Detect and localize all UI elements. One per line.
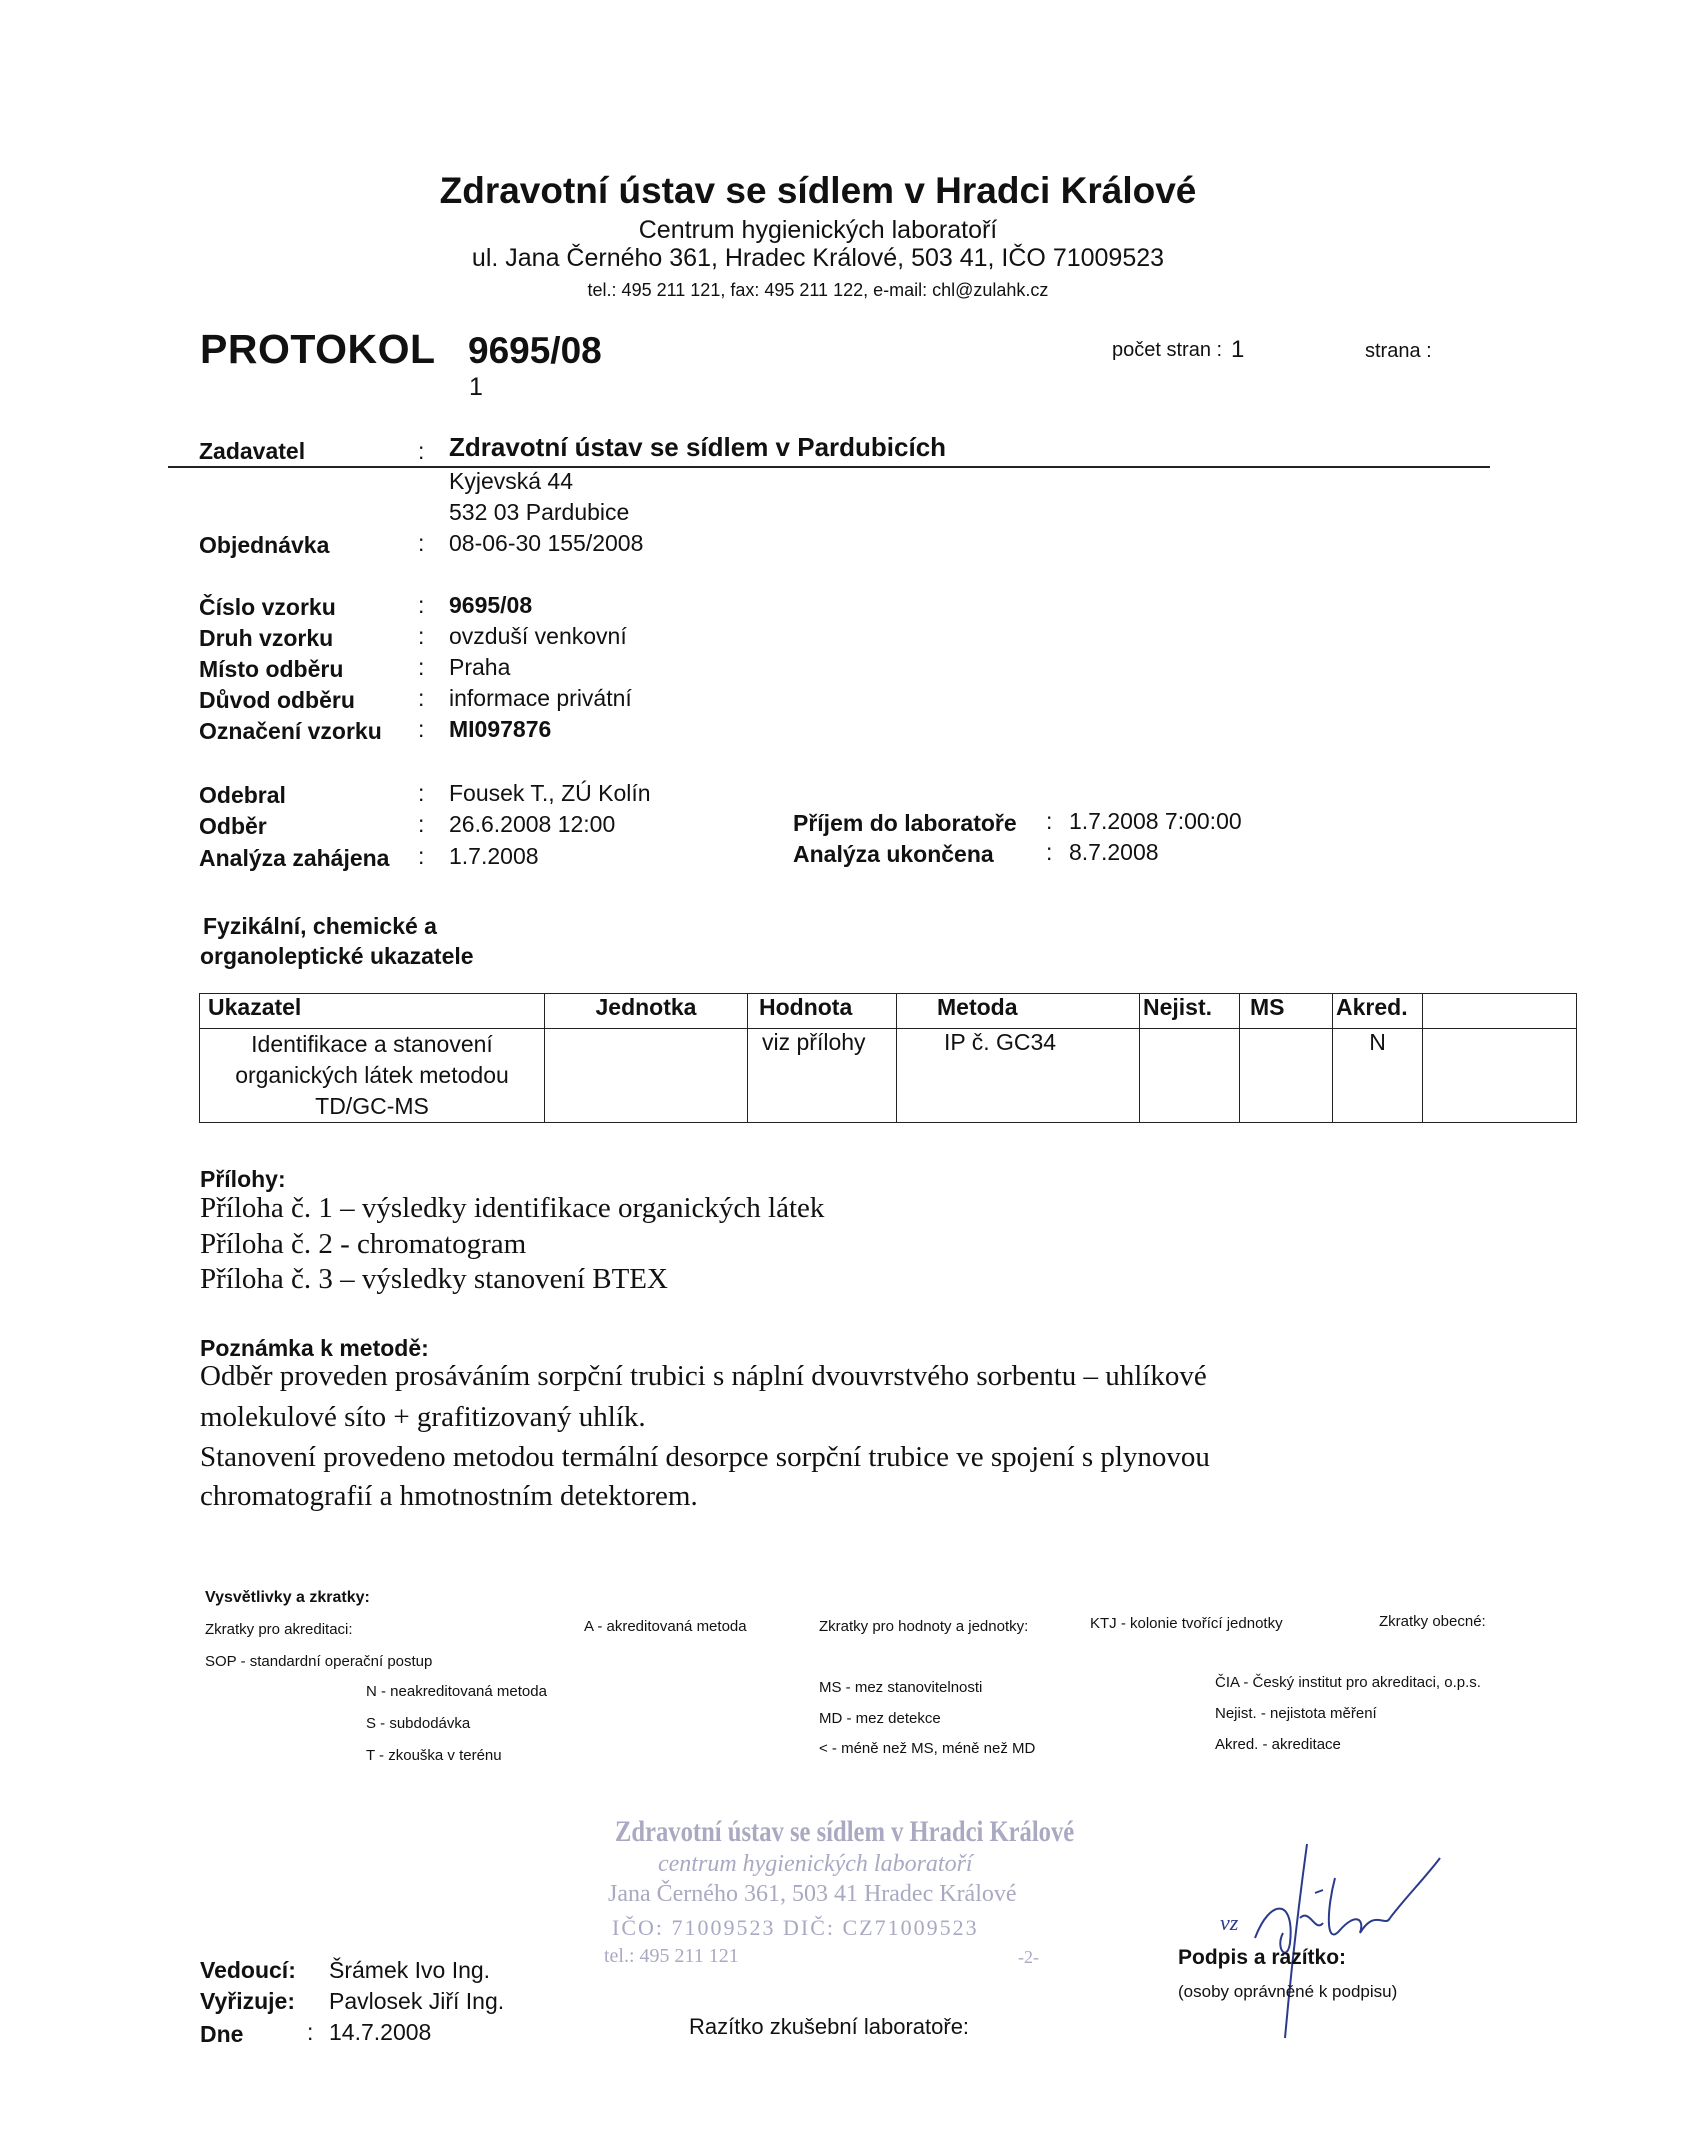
signature-prefix: vz	[1220, 1910, 1239, 1935]
cell-metoda: IP č. GC34	[897, 1029, 1140, 1123]
objednavka-label: Objednávka	[199, 532, 330, 558]
analyza-zahajena-label: Analýza zahájena	[199, 845, 390, 871]
dne-value: 14.7.2008	[329, 2019, 432, 2045]
protocol-number: 9695/08	[468, 330, 602, 371]
stamp-line3: Jana Černého 361, 503 41 Hradec Králové	[608, 1881, 1017, 1907]
address-line1: Kyjevská 44	[449, 468, 574, 494]
zadavatel-value: Zdravotní ústav se sídlem v Pardubicích	[449, 432, 947, 462]
analyza-ukoncena-colon: :	[1046, 839, 1053, 865]
legend-title: Vysvětlivky a zkratky:	[205, 1589, 370, 1606]
duvod-odberu-colon: :	[418, 685, 425, 711]
header-nejist: Nejist.	[1140, 994, 1240, 1029]
dne-colon: :	[307, 2019, 314, 2045]
section-title-line1: Fyzikální, chemické a	[203, 913, 437, 939]
vyrizuje-label: Vyřizuje:	[200, 1988, 296, 2014]
organization-name: Zdravotní ústav se sídlem v Hradci Králové	[439, 170, 1197, 211]
odber-colon: :	[418, 811, 425, 837]
organization-department: Centrum hygienických laboratoří	[638, 216, 998, 244]
legend-lt: < - méně než MS, méně než MD	[819, 1740, 1036, 1757]
poznamka-line: Odběr proveden prosáváním sorpční trubici s náplní dvouvrstvého sorbentu – uhlíkové	[200, 1360, 1207, 1392]
vedouci-value: Šrámek Ivo Ing.	[329, 1957, 491, 1983]
misto-odberu-colon: :	[418, 654, 425, 680]
stamp-line6: -2-	[1018, 1947, 1039, 1967]
odebral-colon: :	[418, 780, 425, 806]
page-label: strana :	[1365, 340, 1432, 362]
analyza-zahajena-colon: :	[418, 843, 425, 869]
signature	[1215, 1838, 1445, 2048]
header-hodnota: Hodnota	[748, 994, 897, 1029]
poznamka-line: chromatografií a hmotnostním detektorem.	[200, 1480, 698, 1512]
cell-ukazatel-line1: Identifikace a stanovení	[251, 1031, 493, 1057]
podpis-label: Podpis a razítko:	[1178, 1946, 1347, 1969]
cell-akred: N	[1333, 1029, 1423, 1123]
legend-hodnoty-title: Zkratky pro hodnoty a jednotky:	[819, 1618, 1029, 1635]
poznamka-line: Stanovení provedeno metodou termální desorpce sorpční trubice ve spojení s plynovou	[200, 1441, 1210, 1473]
address-line2: 532 03 Pardubice	[449, 499, 630, 525]
dne-label: Dne	[200, 2021, 244, 2047]
priloha-item: Příloha č. 2 - chromatogram	[200, 1228, 527, 1260]
header-akred: Akred.	[1333, 994, 1423, 1029]
zadavatel-colon: :	[418, 438, 425, 464]
laboratory-stamp	[598, 1815, 1075, 1980]
legend-akred: Akred. - akreditace	[1215, 1736, 1341, 1753]
druh-vzorku-label: Druh vzorku	[199, 625, 334, 651]
analyza-ukoncena-value: 8.7.2008	[1069, 839, 1159, 865]
priloha-item: Příloha č. 1 – výsledky identifikace organických látek	[200, 1192, 825, 1224]
poznamka-title: Poznámka k metodě:	[200, 1335, 429, 1361]
odebral-value: Fousek T., ZÚ Kolín	[449, 780, 651, 806]
organization-address: ul. Jana Černého 361, Hradec Králové, 503 41, IČO 71009523	[471, 244, 1165, 272]
cell-hodnota: viz přílohy	[748, 1029, 897, 1123]
cell-ukazatel-line2: organických látek metodou	[235, 1062, 509, 1088]
razitko-label: Razítko zkušební laboratoře:	[689, 2014, 970, 2039]
results-table-header	[200, 994, 1577, 1029]
zadavatel-rule	[168, 466, 1490, 468]
druh-vzorku-value: ovzduší venkovní	[449, 623, 627, 649]
stamp-line5: tel.: 495 211 121	[604, 1945, 739, 1967]
section-title-line2: organoleptické ukazatele	[200, 943, 474, 969]
table-row	[200, 1029, 1577, 1123]
stamp-line1: Zdravotní ústav se sídlem v Hradci Králové	[615, 1815, 1075, 1848]
duvod-odberu-value: informace privátní	[449, 685, 632, 711]
prijem-label: Příjem do laboratoře	[793, 810, 1017, 836]
organization-contact: tel.: 495 211 121, fax: 495 211 122, e-mail: chl@zulahk.cz	[587, 280, 1049, 300]
legend-n: N - neakreditovaná metoda	[366, 1683, 547, 1700]
stamp-line2: centrum hygienických laboratoří	[658, 1851, 973, 1877]
osoby-label: (osoby oprávněné k podpisu)	[1178, 1982, 1398, 2001]
legend-obecne-title: Zkratky obecné:	[1379, 1613, 1486, 1630]
poznamka-line: molekulové síto + grafitizovaný uhlík.	[200, 1401, 646, 1433]
objednavka-colon: :	[418, 530, 425, 556]
odber-value: 26.6.2008 12:00	[449, 811, 616, 837]
header-ms: MS	[1240, 994, 1333, 1029]
pages-count-value: 1	[1231, 336, 1245, 363]
cell-jednotka	[545, 1029, 748, 1123]
cislo-vzorku-colon: :	[418, 592, 425, 618]
pages-count-label: počet stran :	[1112, 339, 1223, 361]
cell-ms	[1240, 1029, 1333, 1123]
legend-md: MD - mez detekce	[819, 1710, 941, 1727]
oznaceni-vzorku-value: MI097876	[449, 716, 552, 742]
objednavka-value: 08-06-30 155/2008	[449, 530, 644, 556]
misto-odberu-value: Praha	[449, 654, 511, 680]
oznaceni-vzorku-colon: :	[418, 716, 425, 742]
prilohy-title: Přílohy:	[200, 1166, 286, 1192]
cislo-vzorku-value: 9695/08	[449, 592, 533, 618]
cell-ukazatel-line3: TD/GC-MS	[315, 1093, 429, 1119]
prijem-colon: :	[1046, 808, 1053, 834]
prijem-value: 1.7.2008 7:00:00	[1069, 808, 1242, 834]
zadavatel-label: Zadavatel	[199, 438, 306, 464]
legend-s: S - subdodávka	[366, 1715, 471, 1732]
vedouci-label: Vedoucí:	[200, 1957, 296, 1983]
results-table	[199, 993, 1577, 1123]
protocol-label: PROTOKOL	[200, 326, 436, 372]
cell-nejist	[1140, 1029, 1240, 1123]
legend-akred-title: Zkratky pro akreditaci:	[205, 1621, 353, 1638]
protocol-page-number: 1	[469, 373, 483, 401]
header-metoda: Metoda	[897, 994, 1140, 1029]
cell-ukazatel	[200, 1029, 545, 1123]
stamp-line4: IČO: 71009523 DIČ: CZ71009523	[612, 1915, 979, 1940]
oznaceni-vzorku-label: Označení vzorku	[199, 718, 382, 744]
legend-nejist: Nejist. - nejistota měření	[1215, 1705, 1377, 1722]
odber-label: Odběr	[199, 813, 267, 839]
header-extra	[1423, 994, 1577, 1029]
druh-vzorku-colon: :	[418, 623, 425, 649]
legend-cia: ČIA - Český institut pro akreditaci, o.p.s.	[1215, 1674, 1481, 1691]
odebral-label: Odebral	[199, 782, 286, 808]
vyrizuje-value: Pavlosek Jiří Ing.	[329, 1988, 505, 2014]
misto-odberu-label: Místo odběru	[199, 656, 344, 682]
legend-t: T - zkouška v terénu	[366, 1747, 502, 1764]
header-ukazatel: Ukazatel	[200, 994, 545, 1029]
cell-extra	[1423, 1029, 1577, 1123]
legend-ktj: KTJ - kolonie tvořící jednotky	[1090, 1615, 1283, 1632]
cislo-vzorku-label: Číslo vzorku	[199, 594, 336, 620]
analyza-zahajena-value: 1.7.2008	[449, 843, 539, 869]
priloha-item: Příloha č. 3 – výsledky stanovení BTEX	[200, 1263, 668, 1295]
analyza-ukoncena-label: Analýza ukončena	[793, 841, 994, 867]
legend-ms: MS - mez stanovitelnosti	[819, 1679, 983, 1696]
legend-a: A - akreditovaná metoda	[584, 1618, 747, 1635]
header-jednotka: Jednotka	[545, 994, 748, 1029]
legend-sop: SOP - standardní operační postup	[205, 1653, 433, 1670]
duvod-odberu-label: Důvod odběru	[199, 687, 355, 713]
